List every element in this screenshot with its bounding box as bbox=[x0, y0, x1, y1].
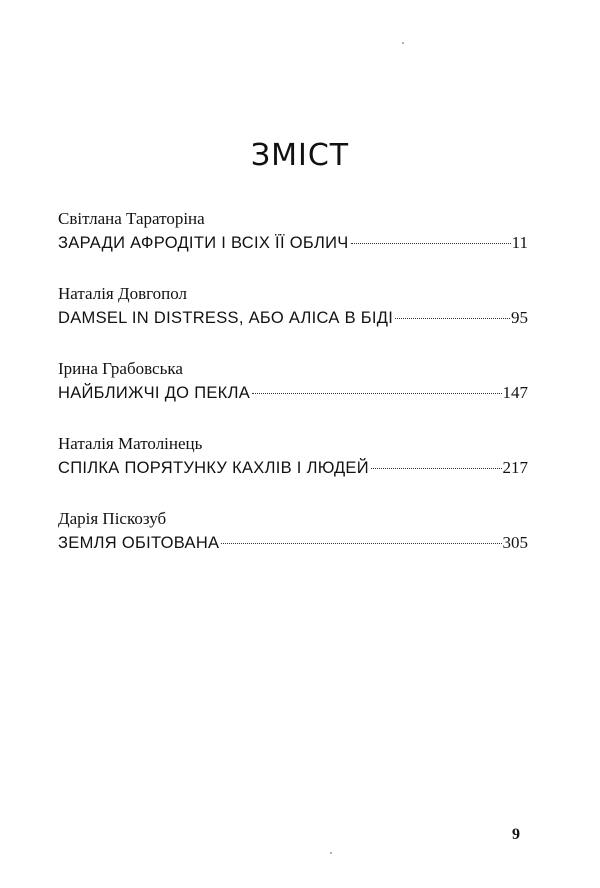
entry-line bbox=[58, 455, 528, 481]
entry-line bbox=[58, 380, 528, 406]
entry-line bbox=[58, 530, 528, 556]
entry-line bbox=[58, 305, 528, 331]
entry-author: Наталія Довгопол bbox=[58, 284, 188, 303]
entry-page-number: 305 bbox=[502, 533, 528, 552]
dot-leader bbox=[395, 318, 510, 319]
toc-entry bbox=[58, 508, 528, 556]
toc-entry bbox=[58, 208, 528, 256]
paper-speck bbox=[330, 852, 332, 854]
page-title: ЗМІСТ bbox=[250, 138, 350, 173]
entry-story-title: НАЙБЛИЖЧІ ДО ПЕКЛА bbox=[58, 384, 250, 402]
entry-story-title: ЗАРАДИ АФРОДІТИ І ВСІХ ЇЇ ОБЛИЧ bbox=[58, 234, 349, 252]
entry-author: Дарія Піскозуб bbox=[58, 509, 167, 528]
toc-entry bbox=[58, 358, 528, 406]
dot-leader bbox=[252, 393, 502, 394]
dot-leader bbox=[351, 243, 511, 244]
paper-speck bbox=[402, 42, 404, 44]
entry-author: Світлана Тараторіна bbox=[58, 209, 205, 228]
toc-entry bbox=[58, 283, 528, 331]
entry-page-number: 147 bbox=[502, 383, 528, 402]
entry-page-number: 217 bbox=[502, 458, 528, 477]
entry-line bbox=[58, 230, 528, 256]
page-number: 9 bbox=[512, 826, 520, 843]
entry-author: Наталія Матолінець bbox=[58, 434, 203, 453]
entry-story-title: DAMSEL IN DISTRESS, АБО АЛІСА В БІДІ bbox=[58, 309, 394, 327]
entry-story-title: ЗЕМЛЯ ОБІТОВАНА bbox=[58, 534, 220, 552]
table-of-contents bbox=[58, 208, 528, 583]
entry-page-number: 95 bbox=[511, 308, 528, 327]
entry-page-number: 11 bbox=[511, 233, 528, 252]
entry-story-title: СПІЛКА ПОРЯТУНКУ КАХЛІВ І ЛЮДЕЙ bbox=[58, 459, 369, 477]
dot-leader bbox=[371, 468, 502, 469]
dot-leader bbox=[221, 543, 501, 544]
entry-author: Ірина Грабовська bbox=[58, 359, 183, 378]
toc-entry bbox=[58, 433, 528, 481]
